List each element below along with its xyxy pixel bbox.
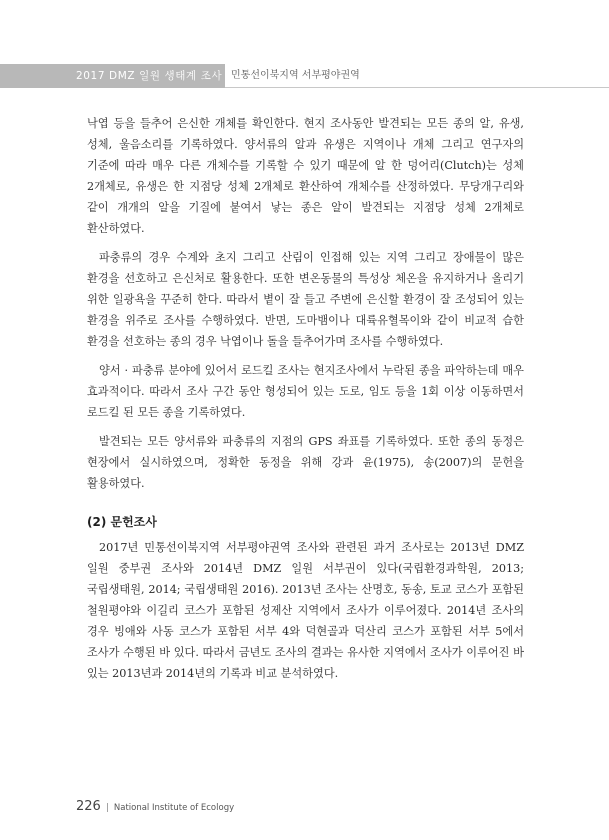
body-paragraph-4: 발견되는 모든 양서류와 파충류의 지점의 GPS 좌표를 기록하였다. 또한 종의 동정은 현장에서 실시하였으며, 정확한 동정을 위해 강과 윤(1975), 송(2007)의 문헌을 활용하였다.: [87, 435, 524, 490]
section-paragraph: 2017년 민통선이북지역 서부평야권역 조사와 관련된 과거 조사로는 2013년 DMZ 일원 중부권 조사와 2014년 DMZ 일원 서부권이 있다(국립환경과학원, 2013; 국립생태원, 2014; 국립생태원 2016). 2013년 조사는 산명호, 동송, 토교 코스가 포함된 철원평야와 이길리 코스가 포함된 성제산 지역에서 조사가 이루어졌다. 2014년 조사의 경우 빙애와 사동 코스가 포함된 서부 4와 덕현골과 덕산리 코스가 포함된 서부 5에서 조사가 수행된 바 있다. 따라서 금년도 조사의 결과는 유사한 지역에서 조사가 이루어진 바 있는 2013년과 2014년의 기록과 비교 분석하였다.: [87, 541, 524, 680]
page-footer: [76, 795, 234, 815]
footer-separator: |: [105, 803, 109, 813]
body-paragraph-3: 양서 · 파충류 분야에 있어서 로드킬 조사는 현지조사에서 누락된 종을 파악하는데 매우 효과적이다. 따라서 조사 구간 동안 형성되어 있는 도로, 임도 등을 1회 이상 이동하면서 로드킬 된 모든 종을 기록하였다.: [87, 364, 524, 419]
footer-organization: National Institute of Ecology: [113, 803, 235, 813]
body-paragraph-1: 낙엽 등을 들추어 은신한 개체를 확인한다. 현지 조사동안 발견되는 모든 종의 알, 유생, 성체, 울음소리를 기록하였다. 양서류의 알과 유생은 지역이나 개체 그리고 연구자의 기준에 따라 매우 다른 개체수를 기록할 수 있기 때문에 알 한 덩어리(Clutch)는 성체 2개체로, 유생은 한 지점당 성체 2개체로 환산하여 개체수를 산정하였다. 무당개구리와 같이 개개의 알을 기질에 붙여서 낳는 종은 알이 발견되는 지점당 성체 2개체로 환산하였다.: [87, 117, 524, 235]
page-number: 226: [76, 799, 101, 814]
main-content: [87, 113, 524, 692]
body-paragraph-2: 파충류의 경우 수계와 초지 그리고 산림이 인접해 있는 지역 그리고 장애물이 많은 환경을 선호하고 은신처로 활용한다. 또한 변온동물의 특성상 체온을 유지하거나 올리기 위한 일광욕을 꾸준히 한다. 따라서 볕이 잘 들고 주변에 은신할 환경이 잘 조성되어 있는 환경을 위주로 조사를 수행하였다. 반면, 도마뱀이나 대륙유혈목이와 같이 비교적 습한 환경을 선호하는 종의 경우 낙엽이나 돌을 들추어가며 조사를 수행하였다.: [87, 251, 524, 348]
region-title: 민통선이북지역 서부평야권역: [231, 70, 360, 81]
header-divider: [225, 87, 609, 88]
report-title: 2017 DMZ 일원 생태계 조사: [76, 70, 223, 82]
section-heading: (2) 문헌조사: [87, 515, 157, 529]
